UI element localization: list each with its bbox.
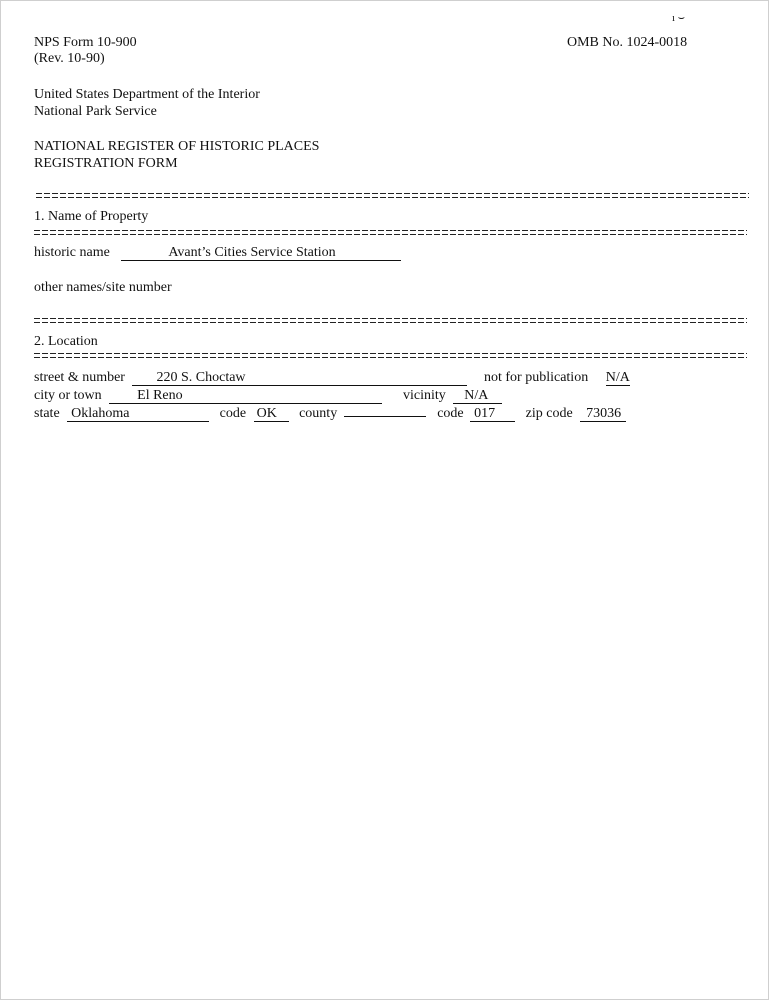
state-label: state bbox=[34, 406, 60, 421]
other-names-row bbox=[34, 280, 172, 296]
form-revision: (Rev. 10-90) bbox=[34, 51, 105, 66]
section-divider bbox=[34, 318, 747, 323]
city-row bbox=[34, 388, 382, 404]
state-row bbox=[34, 406, 626, 422]
form-title-line2: REGISTRATION FORM bbox=[34, 156, 178, 171]
not-for-publication-field[interactable] bbox=[606, 371, 630, 386]
historic-name-row bbox=[34, 245, 401, 261]
zip-field[interactable] bbox=[580, 407, 626, 422]
city-field[interactable] bbox=[109, 389, 382, 404]
not-for-publication-value: N/A bbox=[605, 370, 630, 385]
city-value: El Reno bbox=[137, 388, 183, 403]
vicinity-row bbox=[403, 388, 502, 404]
vicinity-label: vicinity bbox=[403, 388, 446, 403]
form-title-line1: NATIONAL REGISTER OF HISTORIC PLACES bbox=[34, 139, 320, 154]
historic-name-field[interactable] bbox=[121, 246, 401, 261]
not-for-publication-row bbox=[484, 370, 630, 386]
county-field[interactable] bbox=[344, 416, 426, 417]
zip-value: 73036 bbox=[586, 406, 622, 421]
historic-name-value: Avant’s Cities Service Station bbox=[168, 245, 336, 260]
county-code-value: 017 bbox=[474, 406, 496, 421]
zip-label: zip code bbox=[525, 406, 573, 421]
street-field[interactable] bbox=[132, 371, 467, 386]
section-divider bbox=[36, 193, 749, 198]
state-field[interactable] bbox=[67, 407, 209, 422]
scan-mark: ı ⌣ bbox=[672, 12, 686, 24]
county-code-label: code bbox=[437, 406, 464, 421]
historic-name-label: historic name bbox=[34, 245, 110, 260]
state-code-value: OK bbox=[256, 406, 277, 421]
county-label: county bbox=[299, 406, 338, 421]
section-2-heading: 2. Location bbox=[34, 334, 98, 349]
section-1-heading: 1. Name of Property bbox=[34, 209, 149, 224]
state-code-label: code bbox=[219, 406, 247, 421]
not-for-publication-label: not for publication bbox=[484, 370, 589, 385]
form-number: NPS Form 10-900 bbox=[34, 35, 137, 50]
street-label: street & number bbox=[34, 370, 125, 385]
department-name: United States Department of the Interior bbox=[34, 87, 260, 102]
omb-number: OMB No. 1024-0018 bbox=[567, 35, 688, 50]
city-label: city or town bbox=[34, 388, 102, 403]
other-names-label: other names/site number bbox=[34, 280, 172, 295]
street-row bbox=[34, 370, 467, 386]
vicinity-field[interactable] bbox=[453, 389, 502, 404]
county-code-field[interactable] bbox=[470, 407, 515, 422]
state-value: Oklahoma bbox=[71, 406, 130, 421]
section-divider bbox=[34, 353, 747, 358]
street-value: 220 S. Choctaw bbox=[156, 370, 246, 385]
agency-name: National Park Service bbox=[34, 104, 157, 119]
section-divider bbox=[34, 230, 747, 235]
state-code-field[interactable] bbox=[254, 407, 289, 422]
vicinity-value: N/A bbox=[464, 388, 489, 403]
